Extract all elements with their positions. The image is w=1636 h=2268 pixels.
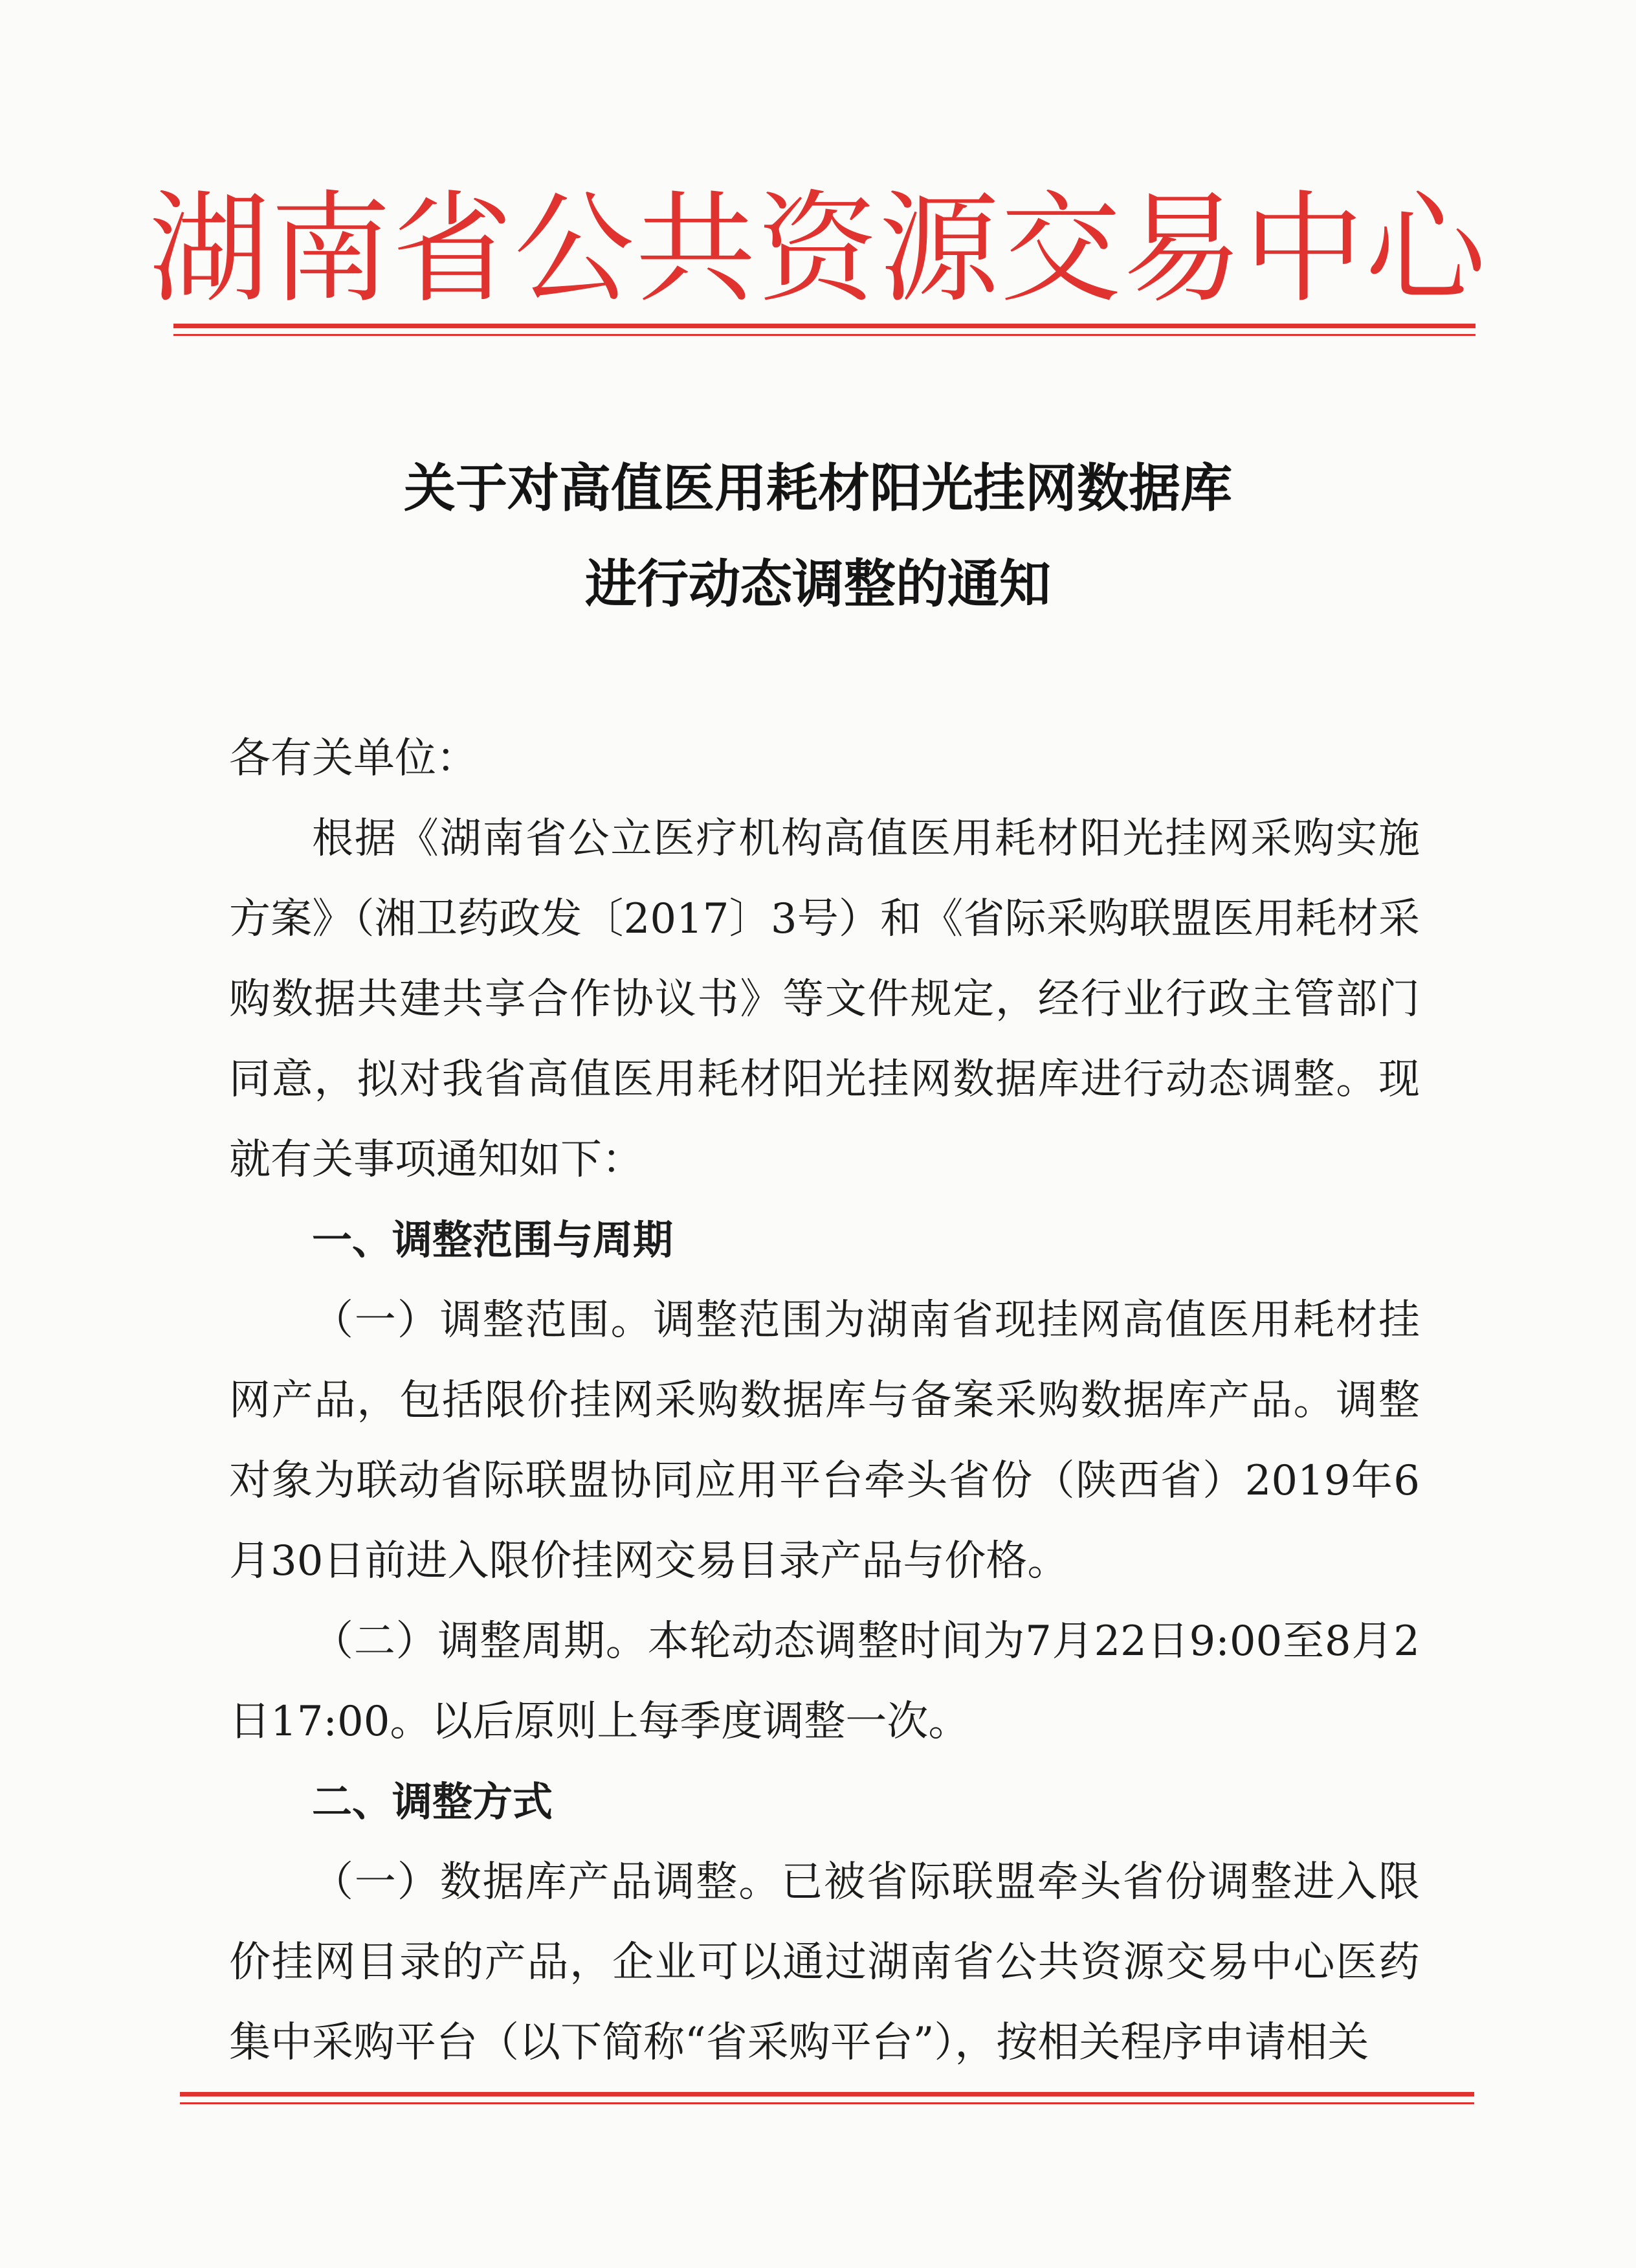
section-1-item-2 (229, 1601, 1420, 1762)
section-2-item-1 (229, 1842, 1420, 2083)
letterhead-divider-thick (173, 324, 1476, 328)
section-1-item-1 (229, 1280, 1420, 1601)
section-1-item-1-label: （一）调整范围。 (312, 1296, 654, 1344)
footer-divider-thin (180, 2102, 1474, 2104)
footer-divider-thick (180, 2092, 1474, 2096)
letterhead-org-name: 湖南省公共资源交易中心 (148, 179, 1487, 319)
section-1-item-2-label: （二）调整周期。 (312, 1618, 648, 1665)
section-2-item-1-text: 已被省际联盟牵头省份调整进入限价挂网目录的产品，企业可以通过湖南省公共资源交易中心医药集中采购平台（以下简称“省采购平台”），按相关程序申请相关 (229, 1858, 1420, 2067)
section-2-heading: 二、调整方式 (312, 1778, 553, 1825)
section-1-item-1-text: 调整范围为湖南省现挂网高值医用耗材挂网产品，包括限价挂网采购数据库与备案采购数据库产品。调整对象为联动省际联盟协同应用平台牵头省份（陕西省）2019年6月30日前进入限价挂网交易目录产品与价格。 (229, 1296, 1420, 1585)
salutation: 各有关单位： (229, 735, 478, 783)
intro-paragraph: 根据《湖南省公立医疗机构高值医用耗材阳光挂网采购实施方案》（湘卫药政发〔2017〕3号）和《省际采购联盟医用耗材采购数据共建共享合作协议书》等文件规定，经行业行政主管部门同意，拟对我省高值医用耗材阳光挂网数据库进行动态调整。现就有关事项通知如下： (229, 815, 1420, 1184)
document-title-line-2: 进行动态调整的通知 (585, 554, 1051, 614)
letterhead-divider-thin (173, 334, 1476, 336)
section-1-item-2-text: 本轮动态调整时间为7月22日9:00至8月2日17:00。以后原则上每季度调整一次。 (229, 1618, 1420, 1746)
section-1-heading: 一、调整范围与周期 (312, 1216, 674, 1263)
document-body (229, 718, 1420, 2083)
document-title-line-1: 关于对高值医用耗材阳光挂网数据库 (404, 458, 1232, 518)
section-2-item-1-label: （一）数据库产品调整。 (312, 1858, 782, 1906)
